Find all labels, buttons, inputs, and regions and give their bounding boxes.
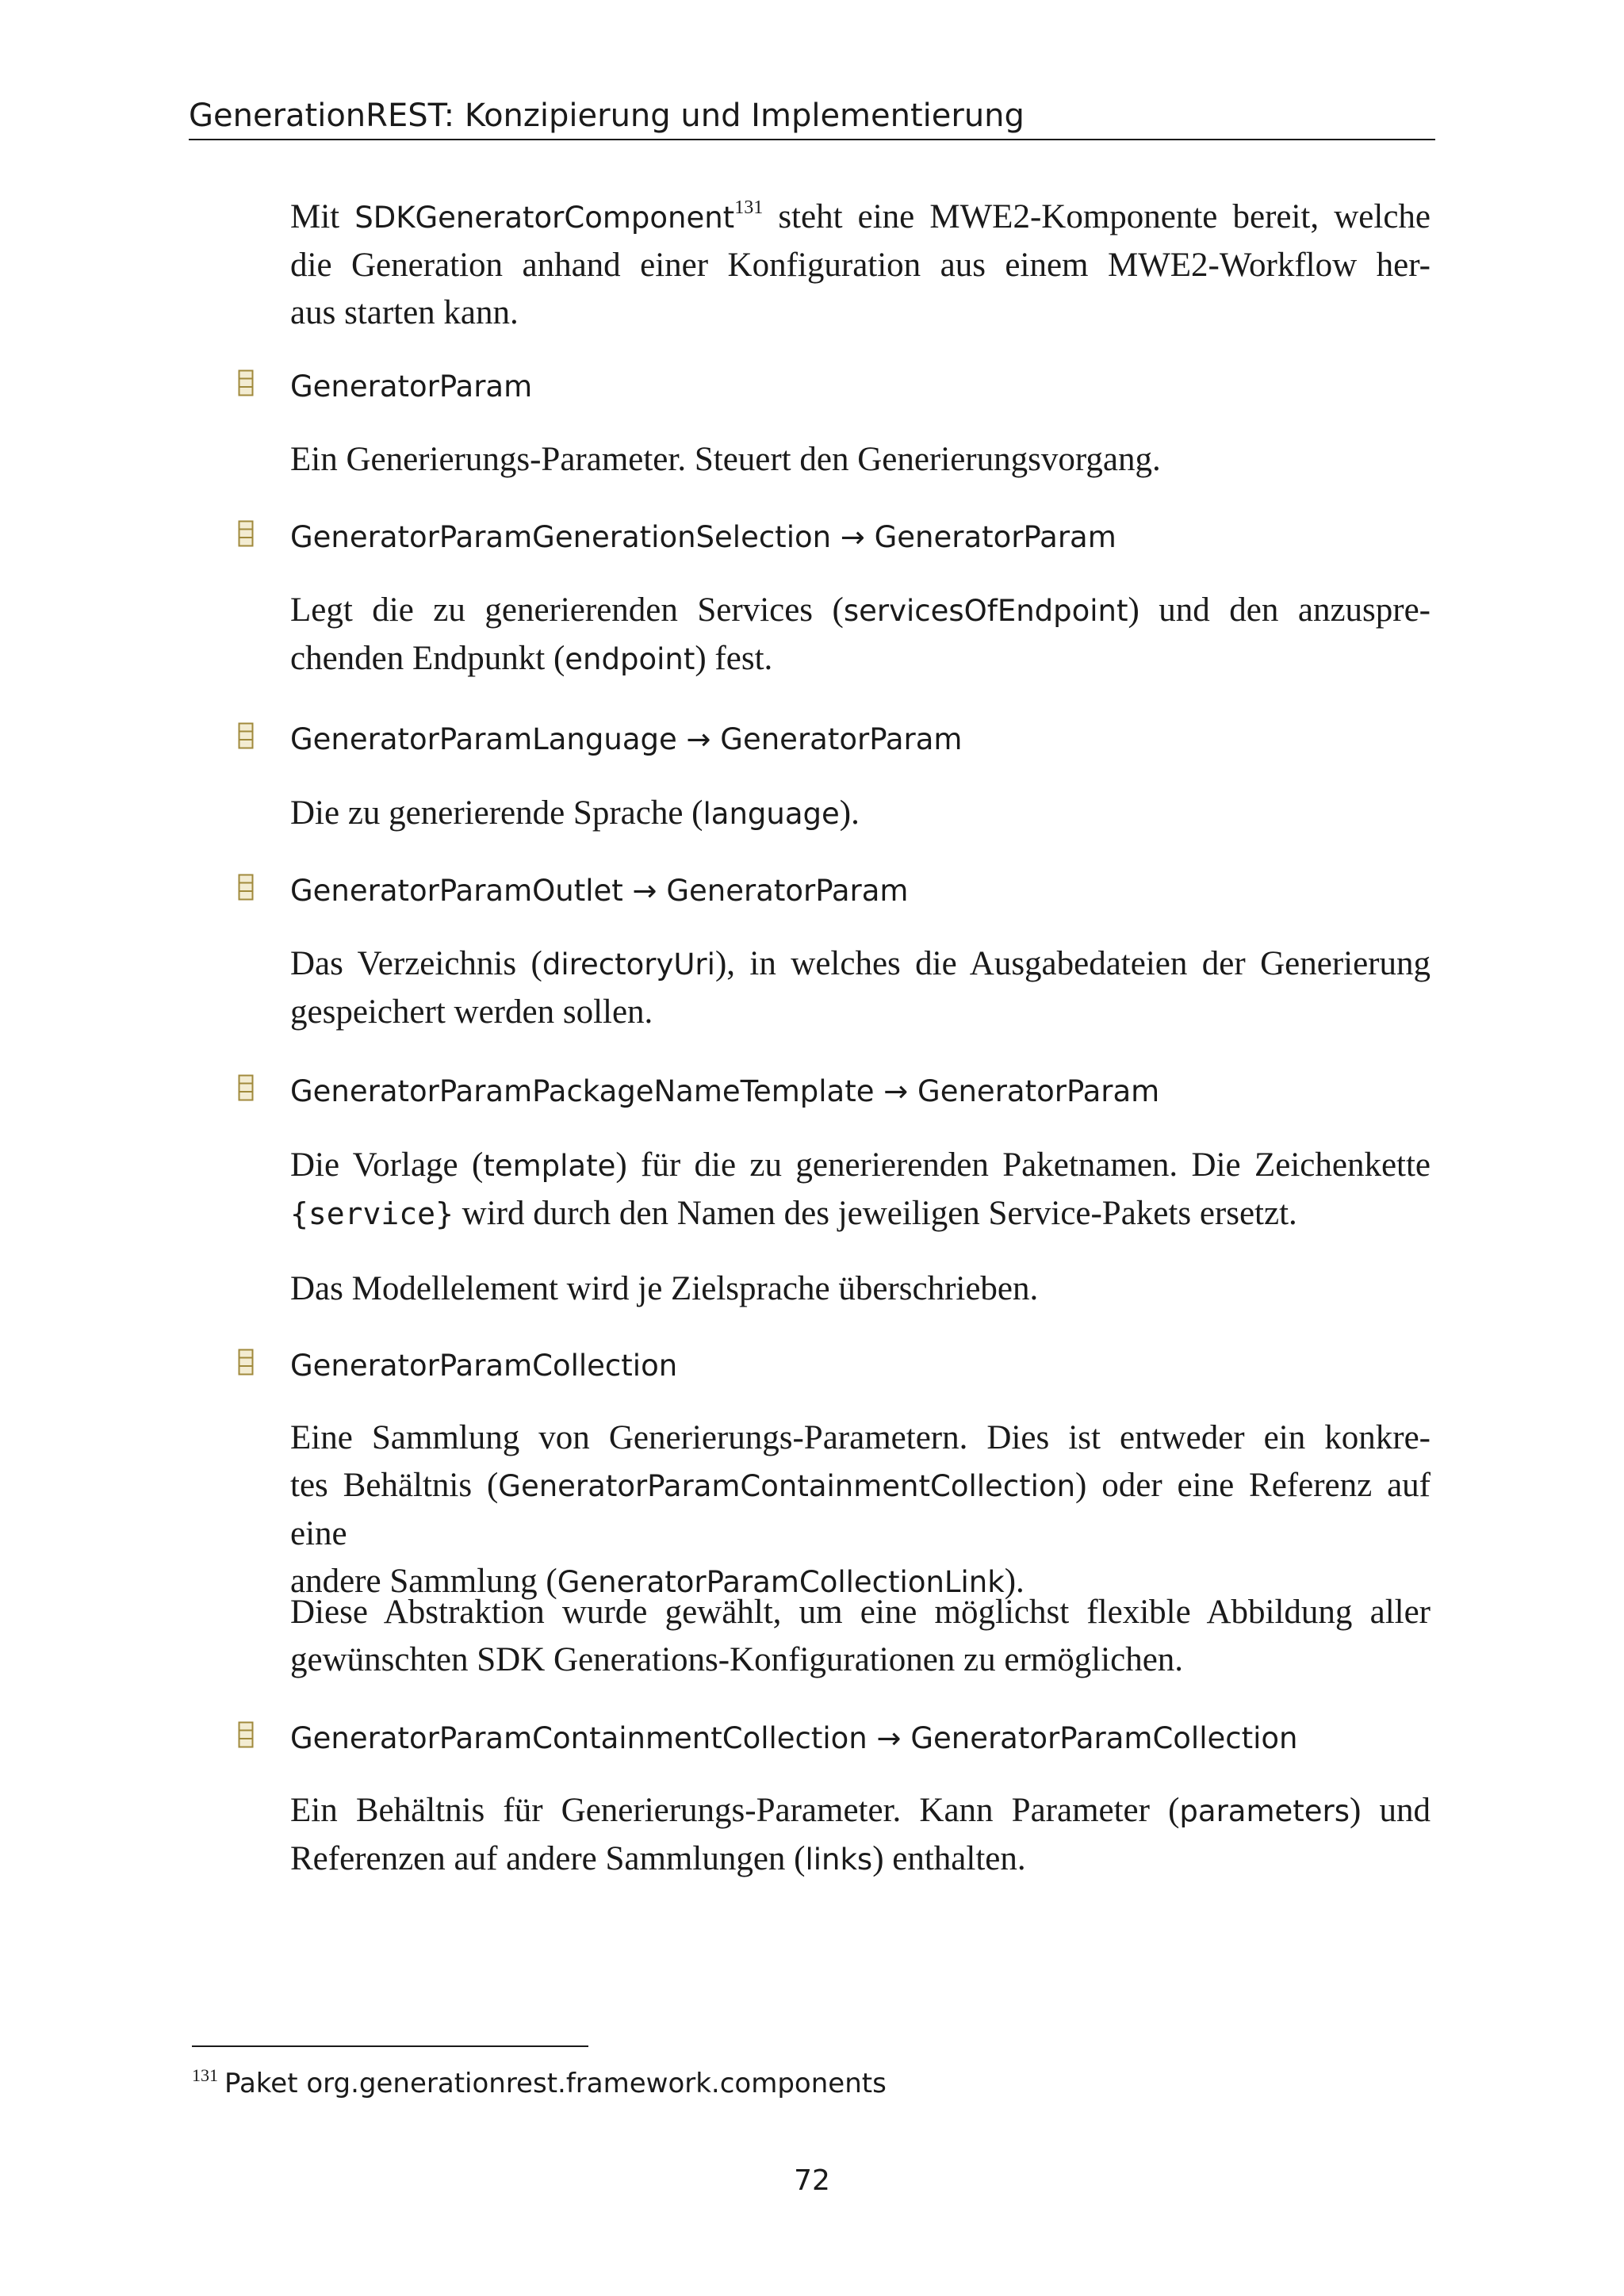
class-icon (238, 369, 254, 396)
ref-containmentcollection: GeneratorParamContainmentCollection (498, 1469, 1076, 1503)
footnote (192, 2064, 887, 2103)
attr-parameters: parameters (1179, 1794, 1350, 1828)
class-entry-generatorparamlanguage (238, 716, 1435, 763)
desc-outlet (290, 940, 1431, 1036)
class-entry-generatorparamgenerationselection (238, 514, 1435, 561)
text-run: wird durch den Namen des jeweiligen Service-Pakets ersetzt. (453, 1195, 1297, 1232)
attr-endpoint: endpoint (565, 642, 695, 676)
text-run: Das Verzeichnis ( (290, 945, 542, 982)
class-icon (238, 1721, 254, 1748)
intro-line3: aus starten kann. (290, 294, 519, 331)
desc-collection (290, 1414, 1431, 1606)
text-run: Eine Sammlung von Generierungs-Parametern. Dies ist entweder ein konkre- (290, 1419, 1431, 1456)
entry-name: GeneratorParamGenerationSelection (290, 520, 832, 554)
attr-directoryuri: directoryUri (542, 947, 715, 982)
intro-before: Mit (290, 198, 355, 235)
attr-servicesofendpoint: servicesOfEndpoint (843, 594, 1128, 628)
inherits-arrow: → (632, 874, 657, 908)
intro-line2: die Generation anhand einer Konfiguration aus einem MWE2-Workflow her- (290, 247, 1431, 284)
code-service-placeholder: {service} (290, 1196, 454, 1231)
text-run: gewünschten SDK Generations-Konfigurationen zu ermöglichen. (290, 1641, 1184, 1678)
entry-supertype: GeneratorParam (874, 520, 1116, 554)
footnote-text: Paket org.generationrest.framework.components (224, 2068, 887, 2099)
class-icon (238, 1074, 254, 1101)
text-run: ). (1004, 1563, 1025, 1600)
desc-packagenametemplate-note: Das Modellelement wird je Zielsprache überschrieben. (290, 1270, 1039, 1307)
entry-name: GeneratorParamContainmentCollection (290, 1721, 868, 1755)
text-run: Die Vorlage ( (290, 1146, 484, 1184)
entry-name: GeneratorParamLanguage (290, 722, 677, 756)
text-run: ), in welches die Ausgabedateien der Generierung (714, 945, 1431, 982)
desc-collection-rationale (290, 1589, 1431, 1684)
text-run: Ein Behältnis für Generierungs-Parameter. Kann Parameter ( (290, 1792, 1180, 1829)
inherits-arrow: → (686, 722, 711, 756)
text-run: ) und (1350, 1792, 1431, 1829)
text-run: gespeichert werden sollen. (290, 993, 653, 1031)
class-entry-generatorparampackagenametemplate (238, 1068, 1435, 1115)
entry-supertype: GeneratorParam (720, 722, 963, 756)
text-run: chenden Endpunkt ( (290, 640, 565, 677)
entry-label (290, 867, 908, 915)
entry-label (290, 1715, 1297, 1762)
class-icon (238, 874, 254, 901)
text-run: ) für die zu generierenden Paketnamen. Die Zeichenkette (615, 1146, 1431, 1184)
entry-supertype: GeneratorParamCollection (910, 1721, 1298, 1755)
class-entry-generatorparamcontainmentcollection (238, 1715, 1435, 1762)
attr-links: links (805, 1843, 873, 1877)
desc-generatorparam: Ein Generierungs-Parameter. Steuert den Generierungsvorgang. (290, 441, 1161, 478)
class-entry-generatorparamcollection (238, 1342, 1435, 1390)
entry-label (290, 716, 962, 763)
entry-supertype: GeneratorParam (917, 1074, 1160, 1108)
footnote-number: 131 (192, 2065, 218, 2085)
text-run: andere Sammlung ( (290, 1563, 557, 1600)
class-name-sdkgeneratorcomponent: SDKGeneratorComponent (354, 201, 735, 235)
entry-label (290, 363, 532, 411)
ref-collectionlink: GeneratorParamCollectionLink (557, 1565, 1005, 1599)
entry-name: GeneratorParamOutlet (290, 874, 623, 908)
page-number: 72 (794, 2164, 830, 2197)
desc-language (290, 790, 1431, 838)
entry-label (290, 1068, 1159, 1115)
text-run: ) enthalten. (872, 1840, 1026, 1877)
entry-name: GeneratorParamPackageNameTemplate (290, 1074, 875, 1108)
footnote-rule (192, 2045, 588, 2047)
desc-containmentcollection (290, 1787, 1431, 1884)
desc-generationselection (290, 587, 1431, 683)
class-entry-generatorparamoutlet (238, 867, 1435, 915)
text-run: Referenzen auf andere Sammlungen ( (290, 1840, 806, 1877)
inherits-arrow: → (883, 1074, 909, 1108)
class-entry-generatorparam (238, 363, 1435, 411)
entry-name: GeneratorParam (290, 369, 533, 404)
text-run: ) und den anzuspre- (1128, 591, 1431, 629)
entry-label (290, 1342, 677, 1390)
desc-packagenametemplate (290, 1142, 1431, 1238)
intro-line1-rest: steht eine MWE2-Komponente bereit, welche (763, 198, 1431, 235)
class-icon (238, 1349, 254, 1376)
text-run: Legt die zu generierenden Services ( (290, 591, 844, 629)
intro-paragraph (290, 193, 1431, 337)
entry-label (290, 514, 1116, 561)
attr-template: template (483, 1149, 616, 1183)
text-run: Diese Abstraktion wurde gewählt, um eine möglichst flexible Abbildung aller (290, 1594, 1431, 1631)
class-icon (238, 722, 254, 749)
text-run: ). (839, 794, 860, 832)
text-run: Die zu generierende Sprache ( (290, 794, 703, 832)
attr-language: language (703, 797, 840, 831)
inherits-arrow: → (840, 520, 865, 554)
class-icon (238, 520, 254, 547)
header-rule (189, 139, 1435, 140)
footnote-reference[interactable]: 131 (734, 197, 764, 218)
text-run: ) fest. (695, 640, 773, 677)
text-run: ) oder eine Referenz auf eine (290, 1467, 1431, 1552)
entry-supertype: GeneratorParam (666, 874, 909, 908)
entry-name: GeneratorParamCollection (290, 1349, 678, 1383)
text-run: tes Behältnis ( (290, 1467, 499, 1504)
running-head: GenerationREST: Konzipierung und Implementierung (189, 98, 1025, 134)
inherits-arrow: → (876, 1721, 902, 1755)
